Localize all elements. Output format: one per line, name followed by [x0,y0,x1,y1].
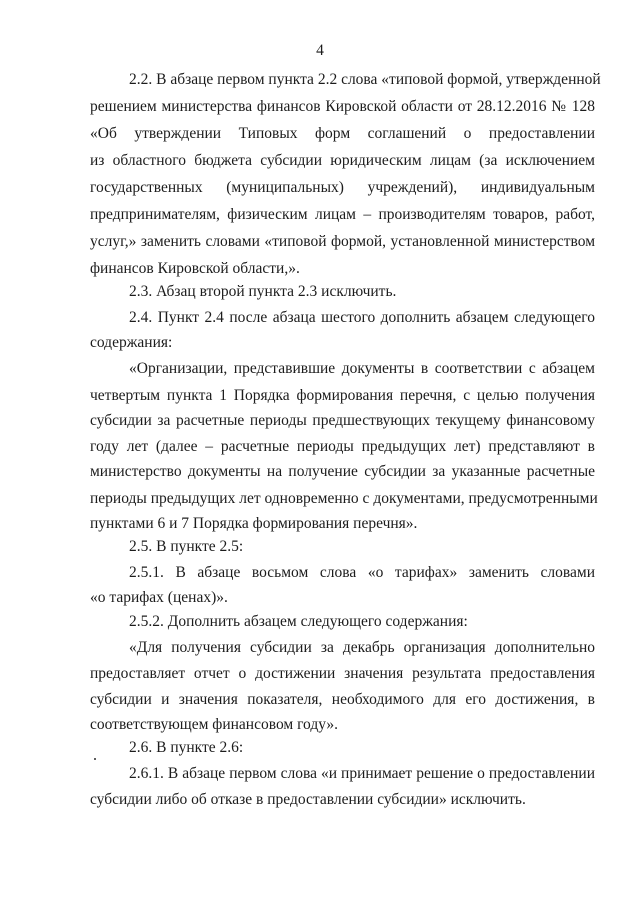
text-line: «о тарифах (ценах)». [90,589,228,606]
text-line: 2.5. В пункте 2.5: [129,538,244,555]
text-line: предпринимателям, физическим лицам – производителям товаров, работ, [90,206,595,223]
text-line: «Для получения субсидии за декабрь организация дополнительно [129,639,595,656]
text-line: соответствующем финансовом году». [90,716,338,733]
text-line: услуг,» заменить словами «типовой формой, установленной министерством [90,233,595,250]
text-line: четвертым пункта 1 Порядка формирования перечня, с целью получения [90,387,595,404]
text-line: из областного бюджета субсидии юридическим лицам (за исключением [90,152,595,169]
text-line: 2.5.1. В абзаце восьмом слова «о тарифах» заменить словами [129,564,595,581]
text-line: содержания: [90,334,173,351]
text-line: 2.6. В пункте 2.6: [129,739,244,756]
text-line: 2.5.2. Дополнить абзацем следующего содержания: [129,613,468,630]
text-line: субсидии за расчетные периоды предшествующих текущему финансовому [90,412,595,429]
text-line: пунктами 6 и 7 Порядка формирования перечня». [90,515,418,532]
text-line: 2.6.1. В абзаце первом слова «и принимает решение о предоставлении [129,765,595,782]
text-line: 2.4. Пункт 2.4 после абзаца шестого дополнить абзацем следующего [129,309,595,326]
text-line: «Об утверждении Типовых форм соглашений о предоставлении [90,125,595,142]
text-line: государственных (муниципальных) учреждений), индивидуальным [90,179,595,196]
text-line: «Организации, представившие документы в соответствии с абзацем [129,360,595,377]
text-line: 2.2. В абзаце первом пункта 2.2 слова «типовой формой, утвержденной [129,71,601,88]
text-line: 2.3. Абзац второй пункта 2.3 исключить. [129,283,397,300]
page-number: 4 [316,42,324,59]
text-line: периоды предыдущих лет одновременно с документами, предусмотренными [90,490,598,507]
text-line: предоставляет отчет о достижении значения результата предоставления [90,665,595,682]
text-line: субсидии и значения показателя, необходимого для его достижения, в [90,691,595,708]
text-line: министерство документы на получение субсидии за указанные расчетные [90,463,595,480]
scan-speck [94,758,96,760]
text-line: финансов Кировской области,». [90,260,300,277]
text-line: субсидии либо об отказе в предоставлении субсидии» исключить. [90,791,526,808]
text-line: решением министерства финансов Кировской области от 28.12.2016 № 128 [90,98,595,115]
text-line: году лет (далее – расчетные периоды предыдущих лет) представляют в [90,438,595,455]
